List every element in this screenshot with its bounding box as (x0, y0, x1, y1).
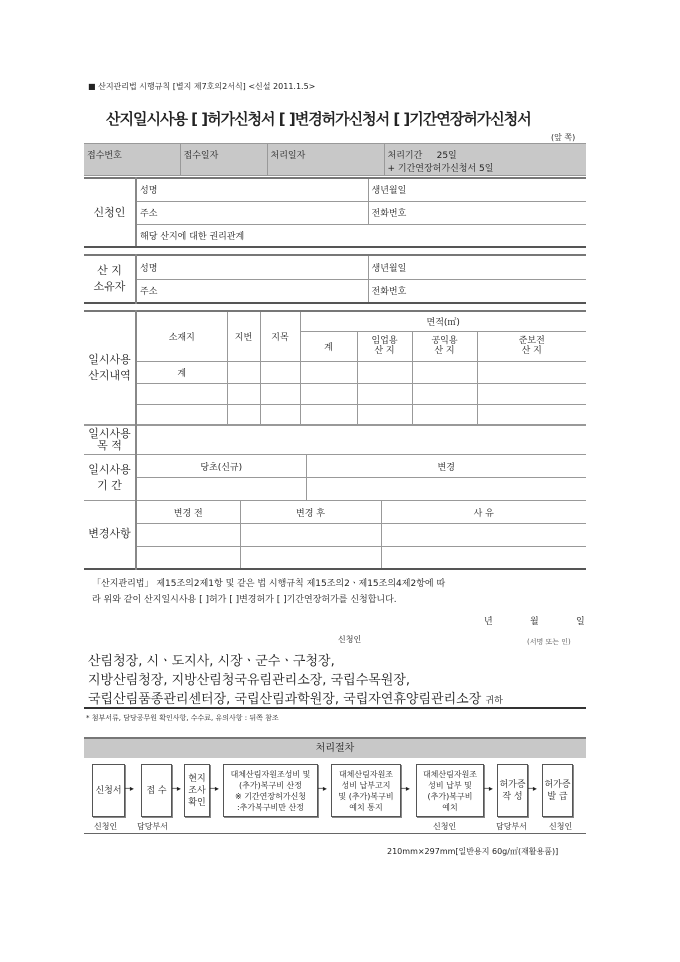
applicant-name-field[interactable]: 성명 (136, 178, 368, 201)
process-period (384, 144, 586, 176)
sum-row-label: 계 (136, 361, 227, 383)
addressees-line2: 지방산림청장, 지방산림청국유림관리소장, 국립수목원장, (88, 673, 411, 688)
cell[interactable] (136, 547, 240, 569)
step-site-survey: 현지 조사 확인 (184, 764, 210, 817)
step-payment: 대체산림자원조 성비 납부 및 (추가)복구비 예치 (416, 764, 484, 817)
applicant-rights-field[interactable]: 해당 산지에 대한 권리관계 (136, 224, 586, 247)
cell[interactable] (477, 404, 586, 425)
owner-address-field[interactable]: 주소 (136, 279, 368, 303)
cell[interactable] (136, 524, 240, 547)
col-semi: 준보전 산 지 (477, 331, 586, 361)
arrow-icon: ─▸ (401, 784, 410, 793)
addressees-line3-text: 국립산림품종관리센터장, 국립산림과학원장, 국립자연휴양림관리소장 (88, 692, 482, 707)
applicant-birth-field[interactable]: 생년월일 (368, 178, 586, 201)
cell[interactable] (381, 547, 586, 569)
date-day: 일 (576, 617, 585, 627)
cell[interactable] (412, 361, 477, 383)
land-details-label: 일시사용 산지내역 (84, 311, 136, 425)
reception-table (84, 143, 586, 176)
actor-label: 담당부서 (137, 822, 168, 831)
col-lot: 지번 (227, 311, 260, 361)
actor-label: 담당부서 (496, 822, 527, 831)
cell[interactable] (260, 361, 300, 383)
purpose-period-changes-table (84, 424, 586, 570)
col-location: 소재지 (136, 311, 227, 361)
cell[interactable] (412, 383, 477, 404)
statement-line2: 라 위와 같이 산지일시사용 [ ]허가 [ ]변경허가 [ ]기간연장허가를 신청합니다. (92, 595, 397, 605)
col-area-total: 계 (300, 331, 357, 361)
changes-after-header: 변경 후 (240, 501, 381, 524)
addressees (88, 652, 503, 711)
step-payment-notice: 대체산림자원조 성비 납부고지 및 (추가)복구비 예치 통지 (331, 764, 401, 817)
step-application: 신청서 (92, 764, 125, 817)
arrow-icon: ─▸ (125, 784, 134, 793)
process-period-value: 25일 (436, 151, 457, 161)
applicant-label: 신청인 (84, 178, 136, 247)
col-public: 공익용 산 지 (412, 331, 477, 361)
arrow-icon: ─▸ (528, 784, 537, 793)
purpose-field[interactable] (136, 425, 586, 455)
addressees-suffix: 귀하 (485, 696, 503, 706)
date-month: 월 (530, 617, 539, 627)
process-date: 처리일자 (267, 144, 384, 176)
arrow-icon: ─▸ (484, 784, 493, 793)
step-cost-calculation: 대체산림자원조성비 및 (추가)복구비 산정 ※ 기간연장허가신청 :추가복구비만 산정 (223, 764, 318, 817)
addressees-line1: 산림청장, 시ㆍ도지사, 시장ㆍ군수ㆍ구청장, (88, 654, 335, 669)
step-reception: 접 수 (141, 764, 172, 817)
cell[interactable] (357, 383, 412, 404)
period-changed-field[interactable] (306, 478, 586, 501)
actor-label: 신청인 (94, 822, 118, 831)
period-label: 일시사용 기 간 (84, 455, 136, 501)
form-title: 산지일시사용 [ ]허가신청서 [ ]변경허가신청서 [ ]기간연장허가신청서 (106, 110, 531, 128)
changes-label: 변경사항 (84, 501, 136, 569)
owner-table (84, 254, 586, 304)
extension-note: + 기간연장허가신청서 5일 (387, 164, 494, 174)
arrow-icon: ─▸ (172, 784, 181, 793)
cell[interactable] (357, 404, 412, 425)
cell[interactable] (260, 404, 300, 425)
step-permit-issue: 허가증 발 급 (542, 764, 573, 817)
cell[interactable] (300, 383, 357, 404)
col-area: 면적(㎡) (300, 311, 586, 331)
cell[interactable] (227, 404, 260, 425)
cell[interactable] (227, 361, 260, 383)
cell[interactable] (381, 524, 586, 547)
col-forestry: 임업용 산 지 (357, 331, 412, 361)
actor-label: 신청인 (433, 822, 457, 831)
cell[interactable] (227, 383, 260, 404)
cell[interactable] (136, 404, 227, 425)
owner-name-field[interactable]: 성명 (136, 255, 368, 279)
cell[interactable] (300, 361, 357, 383)
cell[interactable] (136, 383, 227, 404)
cell[interactable] (240, 524, 381, 547)
procedure-title: 처리절차 (84, 737, 586, 758)
footnote: * 첨부서류, 담당공무원 확인사항, 수수료, 유의사항 : 뒤쪽 참조 (86, 714, 279, 722)
statement-line1: 「산지관리법」 제15조의2제1항 및 같은 법 시행규칙 제15조의2ㆍ제15조의4제2항에 따 (92, 579, 446, 589)
divider (84, 707, 586, 709)
period-original-header: 당초(신규) (136, 455, 306, 478)
reception-number: 접수번호 (84, 144, 180, 176)
applicant-table (84, 177, 586, 248)
owner-label: 산 지 소유자 (84, 255, 136, 303)
cell[interactable] (240, 547, 381, 569)
process-period-label: 처리기간 (387, 151, 423, 161)
sign-note: (서명 또는 인) (527, 638, 571, 646)
changes-reason-header: 사 유 (381, 501, 586, 524)
page-side-label: (앞 쪽) (551, 133, 576, 142)
owner-birth-field[interactable]: 생년월일 (368, 255, 586, 279)
actor-label: 신청인 (549, 822, 573, 831)
statement (92, 576, 445, 608)
owner-phone-field[interactable]: 전화번호 (368, 279, 586, 303)
purpose-label: 일시사용 목 적 (84, 425, 136, 455)
arrow-icon: ─▸ (318, 784, 327, 793)
land-details-table (84, 310, 586, 426)
cell[interactable] (260, 383, 300, 404)
changes-before-header: 변경 전 (136, 501, 240, 524)
signer-label: 신청인 (338, 635, 362, 644)
reception-date: 접수일자 (180, 144, 267, 176)
applicant-phone-field[interactable]: 전화번호 (368, 201, 586, 224)
period-original-field[interactable] (136, 478, 306, 501)
applicant-address-field[interactable]: 주소 (136, 201, 368, 224)
form-header-note: ■ 산지관리법 시행규칙 [별지 제7호의2서식] <신설 2011.1.5> (88, 82, 316, 91)
col-category: 지목 (260, 311, 300, 361)
cell[interactable] (300, 404, 357, 425)
divider (84, 833, 586, 834)
step-permit-drafting: 허가증 작 성 (497, 764, 528, 817)
arrow-icon: ─▸ (210, 784, 219, 793)
cell[interactable] (357, 361, 412, 383)
cell[interactable] (477, 383, 586, 404)
date-year: 년 (484, 617, 493, 627)
cell[interactable] (477, 361, 586, 383)
period-changed-header: 변경 (306, 455, 586, 478)
cell[interactable] (412, 404, 477, 425)
paper-size-note: 210mm×297mm[일반용지 60g/㎡(재활용품)] (387, 847, 559, 856)
